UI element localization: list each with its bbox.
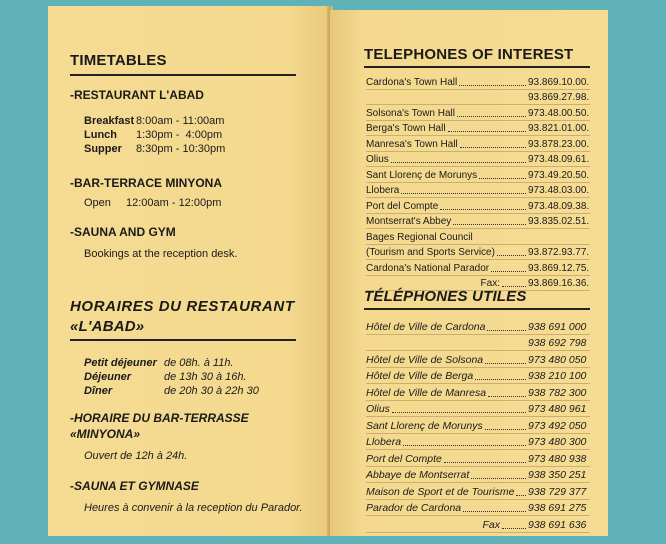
phone-number: 938 782 300: [528, 386, 587, 399]
phone-contact-name: Hôtel de Ville de Cardona: [366, 320, 486, 333]
phone-row: [366, 483, 590, 500]
phone-row: [366, 121, 590, 137]
utiles-title: TÉLÉPHONES UTILES: [364, 288, 527, 305]
phone-number: 938 691 636: [528, 518, 587, 531]
schedule-row: [84, 114, 225, 128]
phone-number: 973 480 300: [528, 436, 587, 448]
dot-leader: [516, 495, 526, 496]
dot-leader: [491, 271, 526, 272]
schedule-row: [84, 128, 225, 142]
dot-leader: [460, 147, 526, 148]
dot-leader: [487, 330, 526, 331]
phone-contact-name: Llobera: [366, 436, 402, 448]
phone-contact-name: (Tourism and Sports Service): [366, 247, 495, 258]
phone-number: 93.835.02.51.: [528, 216, 590, 227]
phone-row: [366, 318, 590, 335]
phone-row: [366, 229, 590, 245]
phone-contact-name: Hôtel de Ville de Manresa: [366, 386, 487, 399]
schedule-row: [84, 142, 225, 156]
schedule-row: [84, 370, 259, 384]
restaurant-heading: -RESTAURANT L'ABAD: [70, 88, 204, 102]
phone-row: [366, 467, 590, 484]
timetables-rule: [70, 74, 296, 76]
meal-label: Lunch: [84, 129, 117, 141]
phone-number: 973.48.03.00.: [528, 185, 590, 196]
phone-row: [366, 335, 590, 352]
phone-contact-name: Hôtel de Ville de Solsona: [366, 353, 484, 366]
phone-number: 938 691 000: [528, 320, 587, 333]
dot-leader: [392, 412, 526, 413]
sauna-heading: -SAUNA AND GYM: [70, 225, 176, 239]
phone-contact-name: Sant Llorenç de Morunys: [366, 169, 478, 181]
dot-leader: [485, 363, 526, 364]
phone-number: 938 350 251: [528, 469, 587, 481]
phone-number: 93.878.23.00.: [528, 138, 590, 150]
phone-row: [366, 417, 590, 434]
meal-time: de 20h 30 à 22h 30: [164, 385, 259, 397]
phone-row: [366, 516, 590, 533]
phone-contact-name: Port del Compte: [366, 452, 442, 465]
dot-leader: [485, 429, 526, 430]
dot-leader: [440, 209, 526, 210]
phone-contact-name: Cardona's Town Hall: [366, 76, 458, 88]
phone-contact-name: Solsona's Town Hall: [366, 107, 455, 119]
phone-number: 973 480 961: [528, 403, 587, 415]
phone-row: [366, 434, 590, 451]
horaire-bar-text: Ouvert de 12h à 24h.: [84, 450, 188, 462]
phone-number: 93.869.12.75.: [528, 262, 590, 274]
phone-contact-name: Olius: [366, 154, 389, 165]
dot-leader: [457, 116, 526, 117]
utiles-list: [366, 318, 590, 533]
meal-label: Déjeuner: [84, 371, 132, 383]
horaire-bar-heading-line1: -HORAIRE DU BAR-TERRASSE: [70, 411, 249, 425]
phone-contact-name: Hôtel de Ville de Berga: [366, 370, 474, 382]
dot-leader: [502, 528, 526, 529]
telephones-title: TELEPHONES OF INTEREST: [364, 46, 574, 63]
dot-leader: [391, 162, 526, 163]
dot-leader: [502, 286, 526, 287]
phone-contact-name: Abbaye de Montserrat: [366, 469, 470, 481]
right-page: [330, 10, 608, 536]
phone-contact-name: Cardona's National Parador: [366, 262, 490, 274]
horaires-rule: [70, 339, 296, 341]
dot-leader: [459, 85, 526, 86]
phone-number: 973.48.09.61.: [528, 154, 590, 165]
dot-leader: [401, 193, 526, 194]
dot-leader: [475, 379, 526, 380]
timetables-title: TIMETABLES: [70, 52, 167, 69]
phone-number: 938 210 100: [528, 370, 587, 382]
sauna-text: Bookings at the reception desk.: [84, 248, 238, 260]
schedule-row: [84, 356, 259, 370]
phone-number: 973 480 938: [528, 452, 587, 465]
left-page: [48, 6, 330, 536]
bar-open-time: 12:00am - 12:00pm: [125, 197, 222, 209]
phone-contact-name: Llobera: [366, 185, 400, 196]
phone-number: 973.49.20.50.: [528, 169, 590, 181]
phone-contact-name: Berga's Town Hall: [366, 123, 446, 134]
phone-row: [366, 260, 590, 276]
phone-row: [366, 90, 590, 106]
restaurant-schedule: [84, 114, 225, 156]
dot-leader: [497, 255, 526, 256]
dot-leader: [471, 478, 526, 479]
meal-label: Petit déjeuner: [84, 357, 157, 369]
dot-leader: [403, 445, 526, 446]
horaires-schedule: [84, 356, 259, 398]
sauna-gymnase-text: Heures à convenir à la reception du Parador.: [84, 502, 303, 514]
bar-open-label: Open: [84, 197, 111, 209]
telephones-rule: [364, 66, 590, 68]
phone-row: [366, 401, 590, 418]
utiles-rule: [364, 308, 590, 310]
phone-number: 93.821.01.00.: [528, 123, 590, 134]
phone-contact-name: Manresa's Town Hall: [366, 138, 458, 150]
dot-leader: [488, 396, 526, 397]
phone-row: [366, 167, 590, 183]
phone-row: [366, 214, 590, 230]
meal-time: 8:30pm - 10:30pm: [136, 143, 226, 155]
phone-row: [366, 384, 590, 401]
telephones-list: [366, 74, 590, 291]
horaires-title-line2: «L'ABAD»: [70, 318, 145, 335]
phone-contact-name: Bages Regional Council: [366, 231, 473, 243]
bar-open-line: [84, 197, 221, 209]
phone-number: 973.48.00.50.: [528, 107, 590, 119]
dot-leader: [479, 178, 526, 179]
dot-leader: [448, 131, 526, 132]
phone-contact-name: Olius: [366, 403, 390, 415]
phone-number: 93.869.27.98.: [528, 92, 590, 103]
phone-number: 93.872.93.77.: [528, 247, 590, 258]
phone-row: [366, 183, 590, 199]
bar-heading: -BAR-TERRACE MINYONA: [70, 176, 222, 190]
horaire-bar-heading-line2: «MINYONA»: [70, 427, 141, 441]
phone-number: 973 492 050: [528, 419, 587, 432]
phone-number: 938 692 798: [528, 337, 587, 349]
phone-row: [366, 500, 590, 517]
phone-contact-name: Sant Llorenç de Morunys: [366, 419, 483, 432]
schedule-row: [84, 384, 259, 398]
phone-contact-name: Parador de Cardona: [366, 502, 462, 514]
phone-row: [366, 351, 590, 368]
meal-label: Supper: [84, 143, 122, 155]
phone-contact-name: Fax: [482, 518, 500, 531]
dot-leader: [463, 511, 526, 512]
phone-contact-name: Fax:: [480, 278, 500, 289]
phone-number: 93.869.10.00.: [528, 76, 590, 88]
meal-time: 8:00am - 11:00am: [136, 115, 225, 127]
horaires-title-line1: HORAIRES DU RESTAURANT: [70, 298, 295, 315]
phone-row: [366, 245, 590, 261]
meal-time: de 08h. à 11h.: [164, 357, 234, 369]
phone-row: [366, 136, 590, 152]
phone-number: 938 729 377: [528, 485, 587, 498]
meal-label: Breakfast: [84, 115, 135, 127]
dot-leader: [444, 462, 526, 463]
phone-row: [366, 105, 590, 121]
dot-leader: [453, 224, 526, 225]
sauna-gymnase-heading: -SAUNA ET GYMNASE: [70, 479, 199, 493]
phone-row: [366, 152, 590, 168]
meal-time: de 13h 30 à 16h.: [164, 371, 247, 383]
phone-contact-name: Maison de Sport et de Tourisme: [366, 485, 515, 498]
meal-time: 1:30pm - 4:00pm: [136, 129, 223, 141]
phone-contact-name: Montserrat's Abbey: [366, 216, 452, 227]
meal-label: Dîner: [84, 385, 113, 397]
phone-row: [366, 450, 590, 467]
phone-number: 973.48.09.38.: [528, 200, 590, 212]
phone-row: [366, 198, 590, 214]
phone-number: 938 691 275: [528, 502, 587, 514]
phone-row: [366, 74, 590, 90]
phone-contact-name: Port del Compte: [366, 200, 439, 212]
phone-number: 93.869.16.36.: [528, 278, 590, 289]
phone-number: 973 480 050: [528, 353, 587, 366]
phone-row: [366, 368, 590, 385]
